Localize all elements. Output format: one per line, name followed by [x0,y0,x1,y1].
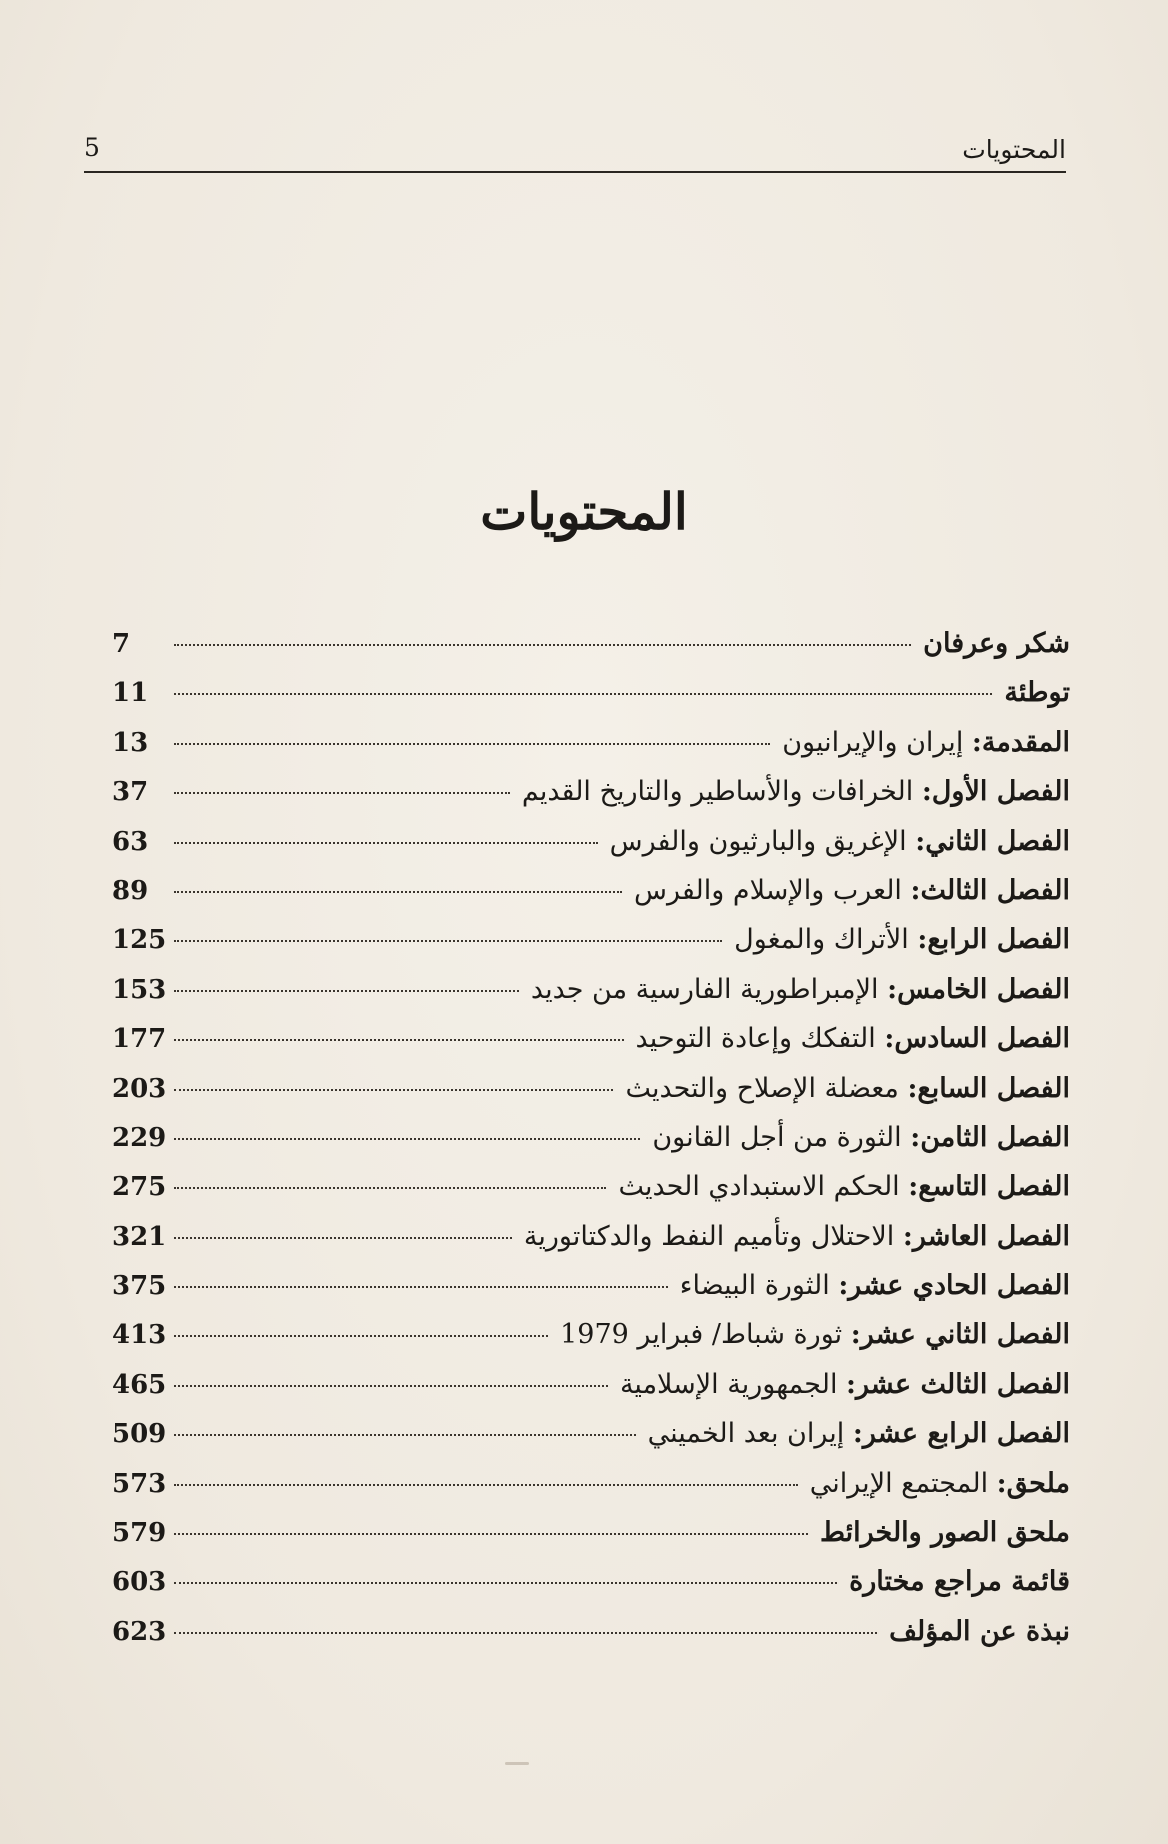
toc-dot-leader [174,1533,808,1535]
toc-entry-title-text: شكر وعرفان [923,628,1070,659]
toc-entry-title-text: الخرافات والأساطير والتاريخ القديم [521,776,914,808]
toc-entry-page-number: 413 [112,1320,167,1351]
toc-dot-leader [174,1237,512,1239]
toc-entry [112,1270,1070,1319]
header-page-number: 5 [84,133,100,162]
toc-dot-leader [174,1138,640,1140]
toc-entry-title [619,1073,1070,1104]
toc-entry [112,924,1070,973]
toc-entry [112,826,1070,875]
toc-dot-leader [174,990,519,992]
toc-entry-title-text: الأتراك والمغول [734,924,909,956]
toc-entry-title [917,628,1070,659]
toc-entry [112,875,1070,924]
toc-entry-page-number: 603 [112,1567,167,1598]
toc-dot-leader [174,1187,606,1189]
toc-entry-chapter-label: المقدمة: [971,726,1070,758]
toc-entry [112,1122,1070,1171]
toc-entry-title [630,1023,1070,1054]
toc-entry [112,1023,1070,1072]
toc-entry-chapter-label: الفصل الرابع عشر: [852,1418,1070,1450]
toc-entry [112,1221,1070,1270]
toc-entry-title [804,1468,1070,1499]
toc-dot-leader [174,891,622,893]
toc-entry-title-text: توطئة [1004,677,1070,709]
toc-entry-chapter-label: الفصل السادس: [884,1023,1070,1055]
toc-entry-title-text: معضلة الإصلاح والتحديث [625,1072,899,1104]
toc-entry-title-text: الاحتلال وتأميم النفط والدكتاتورية [523,1220,895,1252]
toc-entry-chapter-label: الفصل التاسع: [908,1171,1070,1203]
toc-entry-title-text: الإمبراطورية الفارسية من جديد [530,973,879,1005]
toc-dot-leader [174,1582,837,1584]
toc-dot-leader [174,1434,636,1436]
toc-dot-leader [174,743,770,745]
toc-entry-page-number: 153 [112,974,167,1005]
toc-entry-title-text: الإغريق والبارثيون والفرس [609,825,907,857]
toc-entry-page-number: 37 [112,777,149,808]
toc-entry-title [674,1270,1070,1301]
toc-entry-page-number: 623 [112,1616,167,1647]
toc-entry [112,1369,1070,1418]
toc-entry-title-text: الحكم الاستبدادي الحديث [618,1171,900,1203]
toc-entry-title [525,974,1070,1005]
toc-entry-title [516,776,1070,807]
toc-entry-title-text: إيران بعد الخميني [647,1418,845,1450]
page-title: المحتويات [480,482,688,541]
toc-entry-chapter-label: الفصل الرابع: [917,924,1070,956]
toc-entry-page-number: 125 [112,925,167,956]
toc-entry-title-text: العرب والإسلام والفرس [634,874,902,906]
toc-dot-leader [174,644,911,646]
toc-entry-title [612,1171,1070,1202]
toc-entry-title [814,1517,1070,1548]
toc-dot-leader [174,842,598,844]
toc-entry-chapter-label: الفصل الثالث: [910,874,1070,906]
toc-entry-page-number: 203 [112,1073,167,1104]
toc-entry-title-text: ثورة شباط/ فبراير 1979 [560,1319,843,1351]
toc-dot-leader [174,1385,608,1387]
toc-entry-title [614,1369,1070,1400]
toc-dot-leader [174,940,722,942]
toc-dot-leader [174,1335,548,1337]
toc-entry-title-text: ملحق الصور والخرائط [819,1517,1070,1549]
toc-entry [112,1468,1070,1517]
running-header [84,131,1066,173]
toc-entry-title [883,1616,1070,1647]
toc-entry-title-text: التفكك وإعادة التوحيد [635,1023,876,1055]
toc-dot-leader [174,1089,613,1091]
toc-entry-chapter-label: الفصل الثالث عشر: [846,1368,1070,1400]
toc-entry [112,1517,1070,1566]
toc-entry-page-number: 177 [112,1024,167,1055]
toc-entry-page-number: 11 [112,678,149,709]
toc-entry-title-text: الجمهورية الإسلامية [619,1368,838,1400]
toc-entry-page-number: 573 [112,1468,167,1499]
toc-entry-page-number: 63 [112,826,149,857]
header-title: المحتويات [962,135,1066,164]
toc-entry-page-number: 89 [112,875,149,906]
toc-entry-chapter-label: الفصل الثامن: [910,1121,1070,1153]
toc-entry-title [628,875,1070,906]
toc-entry [112,974,1070,1023]
toc-entry-chapter-label: الفصل الثاني: [915,825,1070,857]
toc-entry-page-number: 465 [112,1369,167,1400]
toc-entry-page-number: 509 [112,1419,167,1450]
toc-entry [112,628,1070,677]
toc-entry [112,776,1070,825]
toc-entry-page-number: 579 [112,1518,167,1549]
toc-entry-chapter-label: الفصل العاشر: [902,1220,1070,1252]
toc-entry-chapter-label: الفصل الأول: [921,776,1070,808]
toc-entry-chapter-label: ملحق: [996,1467,1070,1499]
toc-entry-title [998,677,1070,708]
table-of-contents [112,628,1070,1665]
toc-entry-page-number: 375 [112,1271,167,1302]
toc-entry-page-number: 321 [112,1221,167,1252]
toc-entry [112,677,1070,726]
toc-entry [112,727,1070,776]
toc-entry [112,1319,1070,1368]
toc-entry-title [728,924,1070,955]
toc-entry [112,1418,1070,1467]
toc-entry-page-number: 7 [112,629,131,659]
toc-entry-title-text: المجتمع الإيراني [809,1467,989,1499]
toc-entry-title [642,1418,1070,1449]
toc-entry-page-number: 13 [112,727,149,758]
toc-dot-leader [174,1039,624,1041]
toc-entry-title-text: نبذة عن المؤلف [889,1615,1070,1647]
toc-entry-page-number: 275 [112,1172,167,1203]
toc-dot-leader [174,1484,798,1486]
toc-dot-leader [174,1286,668,1288]
toc-entry-title [646,1122,1070,1153]
toc-entry-title [518,1221,1070,1252]
toc-dot-leader [174,693,992,695]
toc-entry-title [554,1319,1070,1350]
toc-entry-chapter-label: الفصل الثاني عشر: [850,1319,1070,1351]
toc-entry-title-text: قائمة مراجع مختارة [849,1566,1070,1598]
toc-entry-title [776,727,1070,758]
toc-entry-title [604,826,1070,857]
toc-entry-chapter-label: الفصل الخامس: [887,973,1070,1005]
page-smudge [505,1762,529,1765]
toc-entry-chapter-label: الفصل الحادي عشر: [838,1270,1070,1302]
toc-entry [112,1073,1070,1122]
toc-entry-chapter-label: الفصل السابع: [907,1072,1070,1104]
toc-entry-title-text: إيران والإيرانيون [782,726,964,758]
toc-dot-leader [174,1632,877,1634]
toc-entry [112,1566,1070,1615]
toc-entry [112,1171,1070,1220]
toc-entry-title-text: الثورة من أجل القانون [652,1121,902,1153]
toc-entry-title-text: الثورة البيضاء [679,1270,830,1302]
toc-entry-title [843,1566,1070,1597]
toc-entry-page-number: 229 [112,1122,167,1153]
toc-entry [112,1616,1070,1665]
toc-dot-leader [174,792,510,794]
